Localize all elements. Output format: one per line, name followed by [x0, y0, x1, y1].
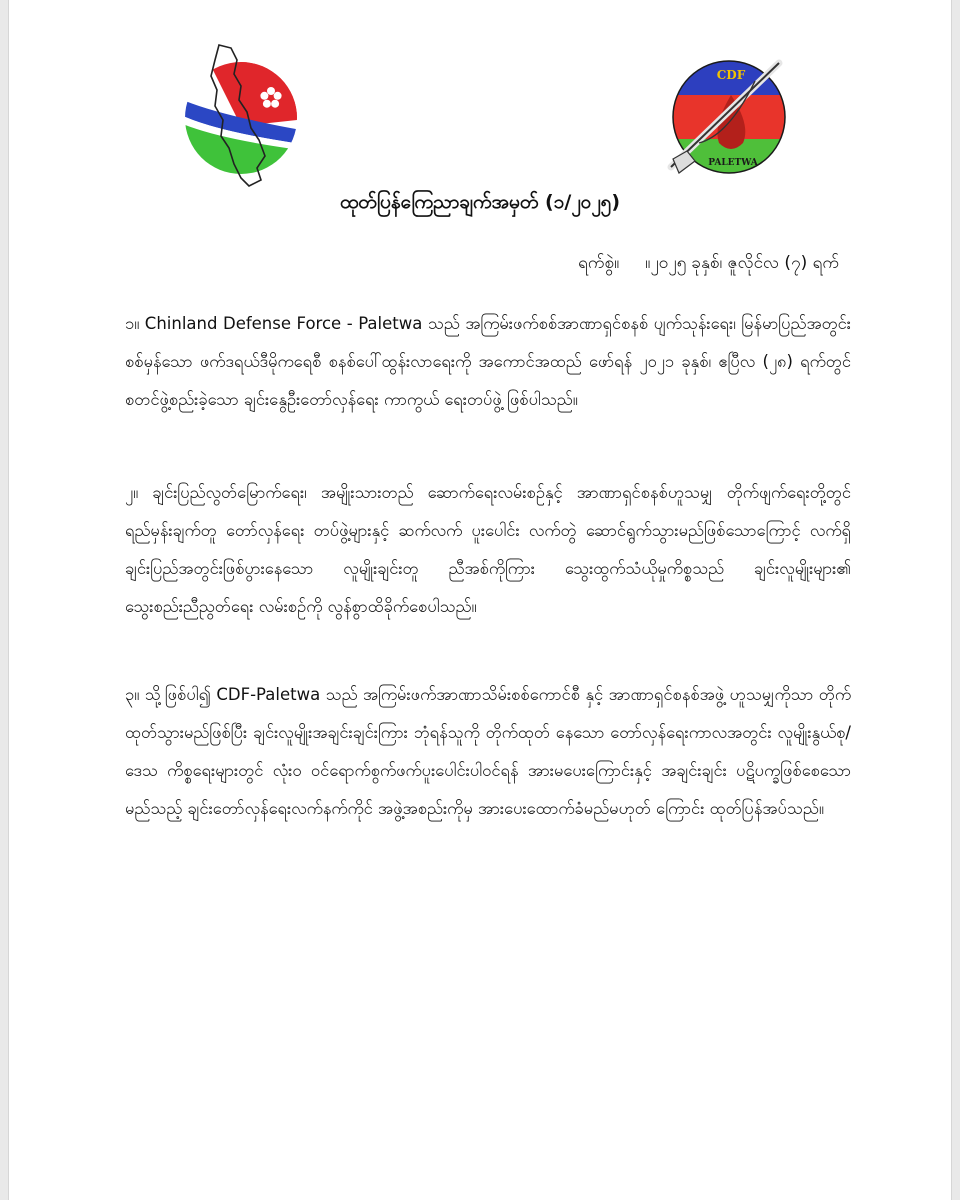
chinland-map-emblem-icon — [179, 40, 304, 190]
document-title: ထုတ်ပြန်ကြေညာချက်အမှတ် (၁/၂၀၂၅) — [339, 191, 621, 213]
paragraph-2: ၂။ ချင်းပြည်လွတ်မြောက်ရေး၊ အမျိုးသားတည် ဆောက်ရေးလမ်းစဉ်နှင့် အာဏာရှင်စနစ်ဟူသမျှ တိုက်ဖျက်ရေးတို့တွင် ရည်မှန်းချက်တူ တော်လှန်ရေး တပ်ဖွဲ့များနှင့် ဆက်လက် ပူးပေါင်း လက်တွဲ ဆောင်ရွက်သွားမည်ဖြစ်သောကြောင့် လက်ရှိ ချင်းပြည်အတွင်းဖြစ်ပွားနေသော လူမျိုးချင်းတူ ညီအစ်ကိုကြား သွေးထွက်သံယိုမှုကိစ္စသည် ချင်းလူမျိုးများ၏ သွေးစည်းညီညွတ်ရေး လမ်းစဉ်ကို လွန်စွာထိခိုက်စေပါသည်။ — [125, 483, 851, 616]
date-value: ။၂၀၂၅ ခုနှစ်၊ ဇူလိုင်လ (၇) ရက် — [645, 253, 839, 273]
paragraph-1: ၁။ Chinland Defense Force - Paletwa သည် အကြမ်းဖက်စစ်အာဏာရှင်စနစ် ပျက်သုန်းရေး၊ မြန်မာပြည်အတွင်း စစ်မှန်သော ဖက်ဒရယ်ဒီမိုကရေစီ စနစ်ပေါ်ထွန်းလာရေးကို အကောင်အထည် ဖော်ရန် ၂၀၂၁ ခုနှစ်၊ ဧပြီလ (၂၈) ရက်တွင် စတင်ဖွဲ့စည်းခဲ့သော ချင်းနွေဦးတော်လှန်ရေး ကာကွယ် ရေးတပ်ဖွဲ့ ဖြစ်ပါသည်။ — [125, 314, 851, 409]
cdf-paletwa-emblem-icon — [659, 55, 799, 185]
paragraph-3: ၃။ သို့ဖြစ်ပါ၍ CDF-Paletwa သည် အကြမ်းဖက်အာဏာသိမ်းစစ်ကောင်စီ နှင့် အာဏာရှင်စနစ်အဖွဲ့ ဟူသမျှကိုသာ တိုက်ထုတ်သွားမည်ဖြစ်ပြီး ချင်းလူမျိုးအချင်းချင်းကြား ဘုံရန်သူကို တိုက်ထုတ် နေသော တော်လှန်ရေးကာလအတွင်း လူမျိုးနွယ်စု/ဒေသ ကိစ္စရေးများတွင် လုံးဝ ဝင်ရောက်စွက်ဖက်ပူးပေါင်းပါဝင်ရန် အားမပေးကြောင်းနှင့် အချင်းချင်း ပဋိပက္ခဖြစ်စေသော မည်သည့် ချင်းတော်လှန်ရေးလက်နက်ကိုင် အဖွဲ့အစည်းကိုမှ အားပေးထောက်ခံမည်မဟုတ် ကြောင်း ထုတ်ပြန်အပ်သည်။ — [125, 685, 851, 818]
document-page — [8, 0, 952, 1200]
emblem-bottom-text: PALETWA — [708, 158, 758, 168]
date-line — [578, 252, 839, 277]
emblem-top-text: CDF — [716, 68, 746, 82]
date-label: ရက်စွဲ။ — [578, 253, 620, 273]
